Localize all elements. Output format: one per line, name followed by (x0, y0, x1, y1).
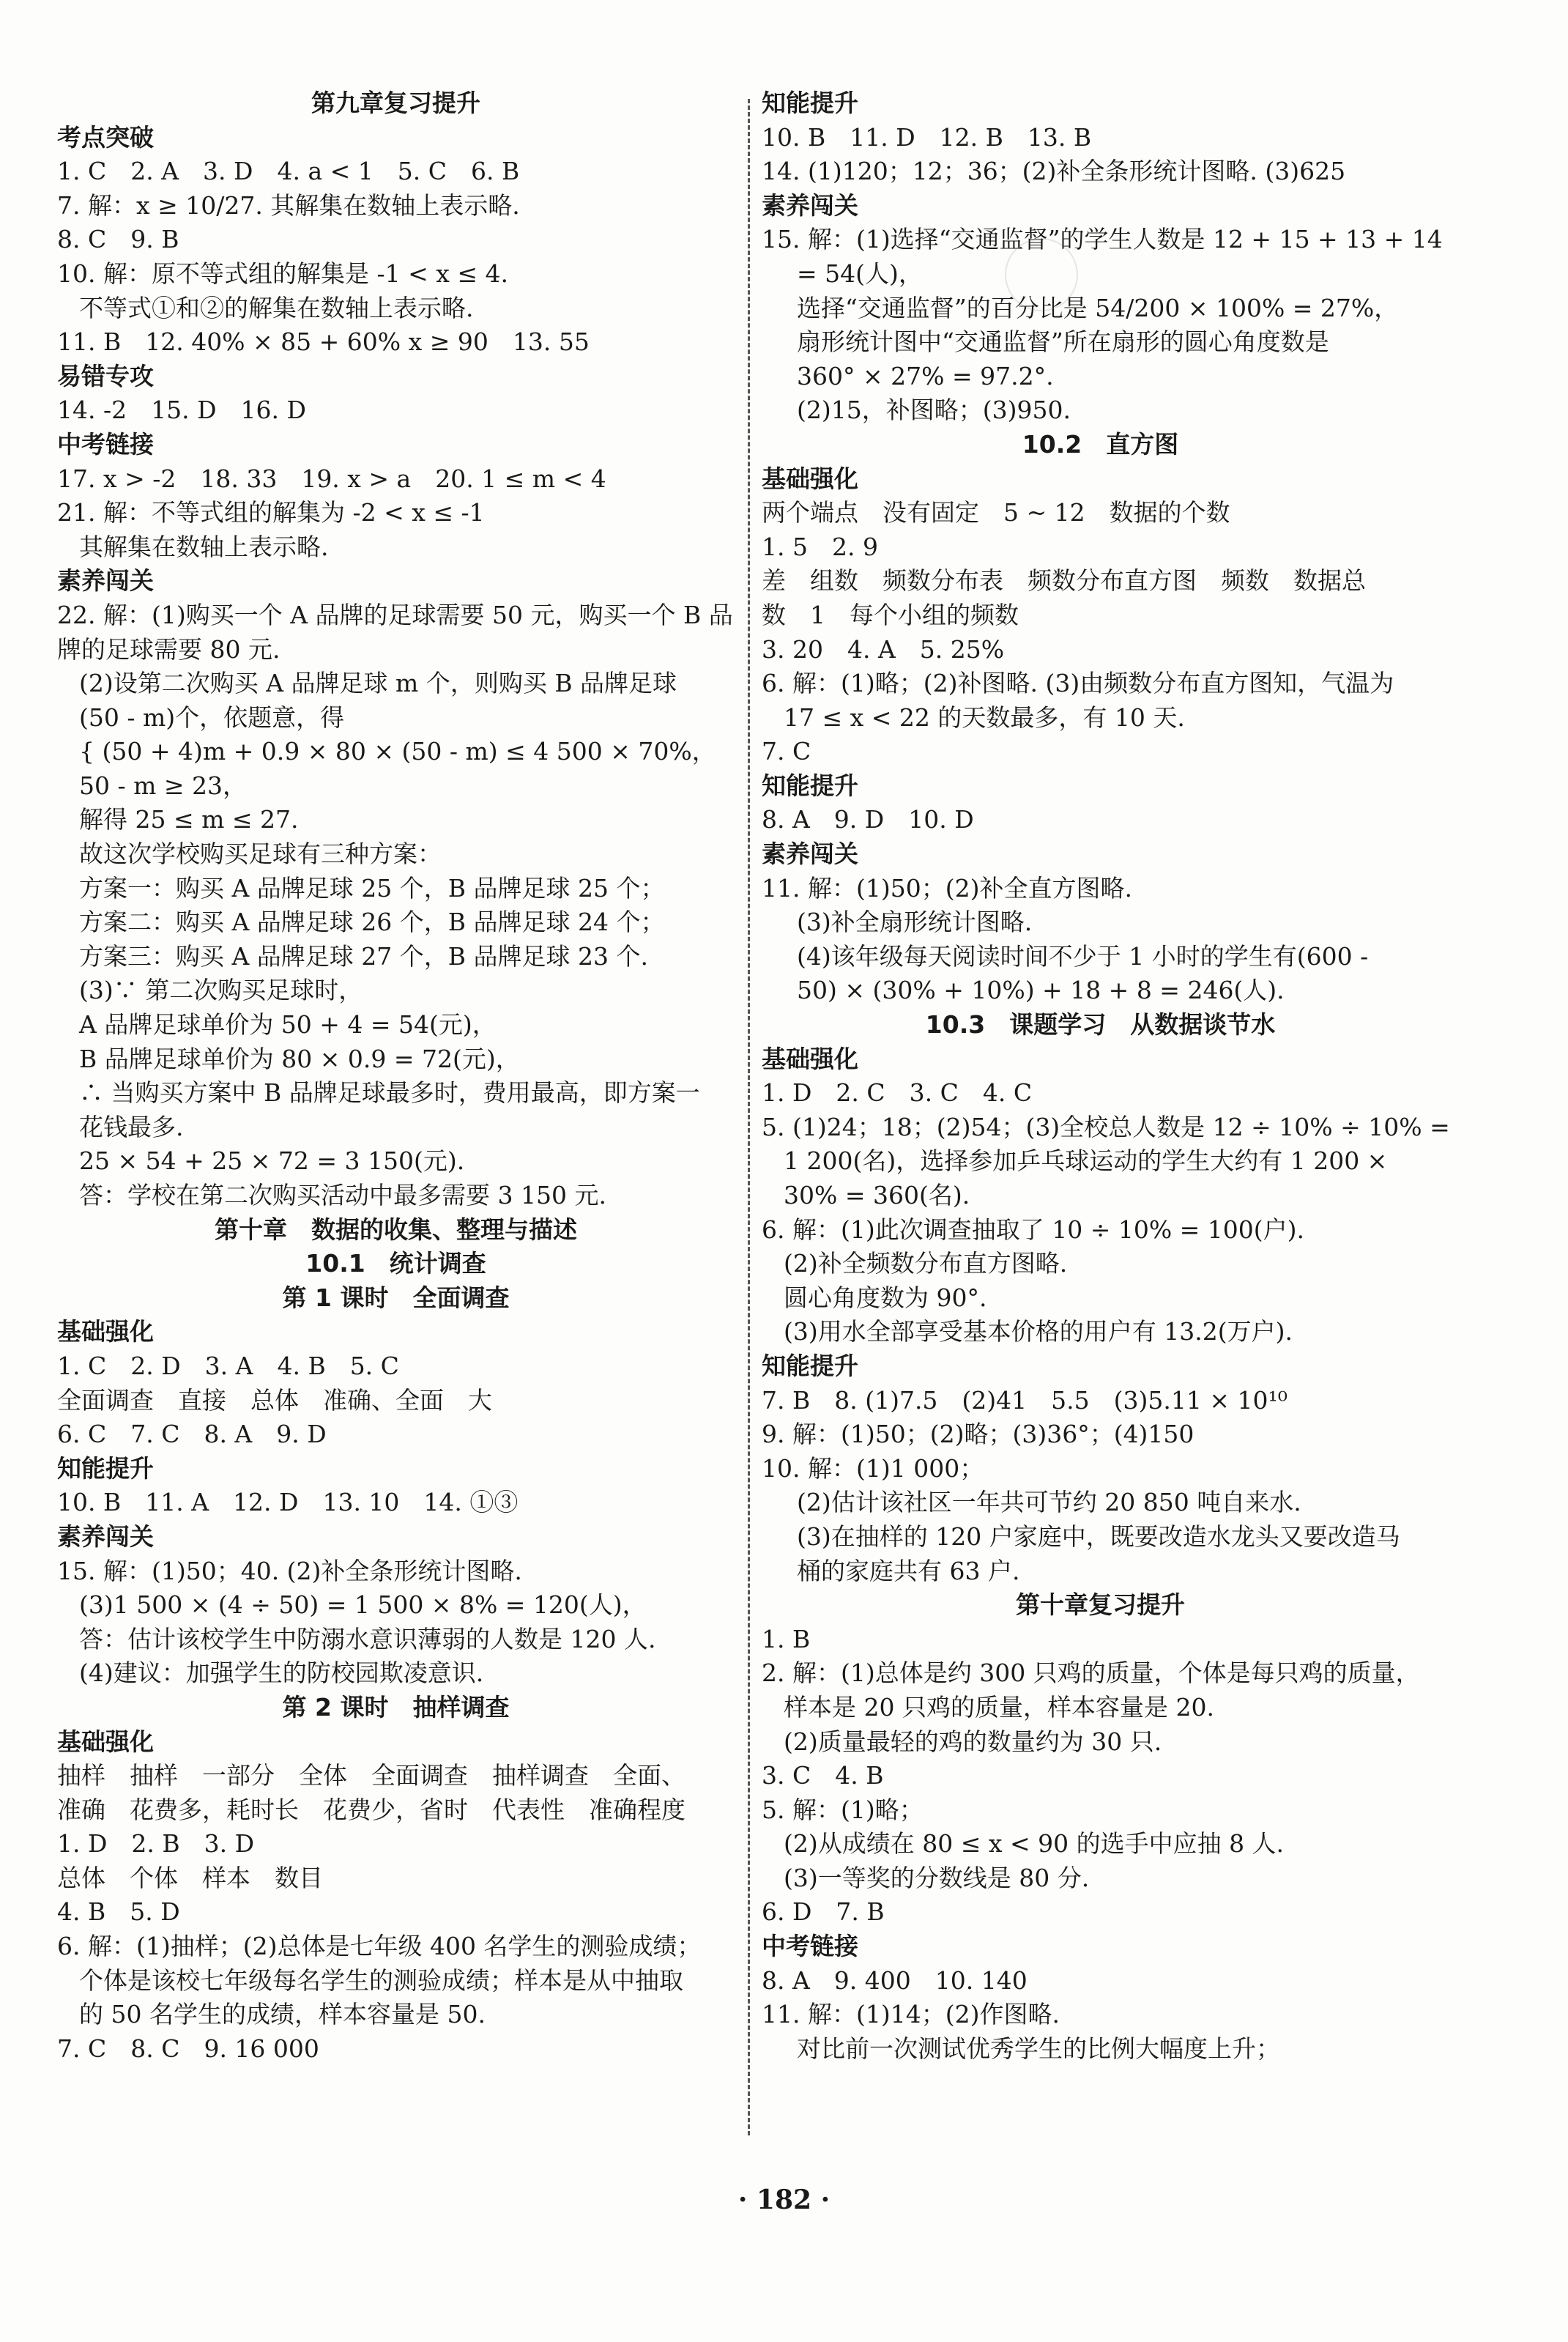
section-heading: 中考链接 (57, 429, 154, 459)
answer-line: 11. 解：(1)50；(2)补全直方图略. (762, 873, 1132, 903)
answer-line: 7. 解：x ≥ 10/27. 其解集在数轴上表示略. (57, 190, 520, 220)
answer-line: 准确 花费多，耗时长 花费少，省时 代表性 准确程度 (57, 1795, 685, 1824)
answer-line: A 品牌足球单价为 50 + 4 = 54(元)， (79, 1010, 497, 1040)
answer-line: 的 50 名学生的成绩，样本容量是 50. (79, 2000, 486, 2029)
left-column (57, 86, 735, 2066)
section-heading: 中考链接 (762, 1932, 858, 1961)
answer-line: 17 ≤ x < 22 的天数最多，有 10 天. (784, 703, 1185, 732)
answer-line: 不等式①和②的解集在数轴上表示略. (79, 293, 474, 322)
answer-line: 9. 解：(1)50；(2)略；(3)36°；(4)150 (762, 1420, 1194, 1449)
section-heading: 基础强化 (762, 1044, 858, 1073)
answer-line: (2)估计该社区一年共可节约 20 850 吨自来水. (797, 1488, 1301, 1517)
answer-line: 对比前一次测试优秀学生的比例大幅度上升； (797, 2034, 1280, 2063)
answer-line: 总体 个体 样本 数目 (57, 1863, 323, 1892)
section-heading: 第十章 数据的收集、整理与描述 (215, 1215, 577, 1244)
answer-line: (3)∵ 第二次购买足球时， (79, 976, 363, 1005)
answer-line: (3)在抽样的 120 户家庭中，既要改造水龙头又要改造马 (797, 1522, 1400, 1551)
section-heading: 知能提升 (762, 1351, 858, 1380)
answer-line: 故这次学校购买足球有三种方案： (79, 840, 442, 869)
section-heading: 基础强化 (57, 1727, 154, 1756)
answer-line: 方案二：购买 A 品牌足球 26 个，B 品牌足球 24 个； (79, 908, 665, 937)
answer-line: (3)1 500 × (4 ÷ 50) = 1 500 × 8% = 120(人)， (79, 1590, 647, 1620)
answer-line: 5. 解：(1)略； (762, 1795, 924, 1824)
answer-line: 30% = 360(名). (784, 1181, 970, 1209)
section-heading: 素养闯关 (57, 1522, 154, 1551)
answer-line: 50) × (30% + 10%) + 18 + 8 = 246(人). (797, 976, 1285, 1005)
section-heading: 知能提升 (57, 1453, 154, 1483)
answer-line: = 54(人)， (797, 259, 923, 288)
answer-line: 15. 解：(1)选择“交通监督”的学生人数是 12 + 15 + 13 + 14 (762, 225, 1443, 254)
answer-line: 方案一：购买 A 品牌足球 25 个，B 品牌足球 25 个； (79, 873, 665, 903)
section-heading: 第十章复习提升 (1016, 1590, 1185, 1620)
answer-line: 21. 解：不等式组的解集为 -2 < x ≤ -1 (57, 498, 485, 527)
answer-line: 3. 20 4. A 5. 25% (762, 634, 1005, 664)
answer-line: 15. 解：(1)50；40. (2)补全条形统计图略. (57, 1556, 522, 1585)
answer-line: 5. (1)24；18；(2)54；(3)全校总人数是 12 ÷ 10% ÷ 10% = (762, 1112, 1450, 1141)
page-number: · 182 · (737, 2184, 831, 2215)
section-heading: 素养闯关 (762, 190, 858, 220)
answer-line: (2)质量最轻的鸡的数量约为 30 只. (784, 1727, 1162, 1756)
answer-line: 14. (1)120；12；36；(2)补全条形统计图略. (3)625 (762, 157, 1346, 186)
answer-line: 答：学校在第二次购买活动中最多需要 3 150 元. (79, 1181, 606, 1209)
answer-line: 3. C 4. B (762, 1761, 884, 1790)
section-heading: 10.1 统计调查 (305, 1249, 486, 1278)
answer-line: 50 - m ≥ 23， (79, 771, 248, 800)
answer-line: 个体是该校七年级每名学生的测验成绩；样本是从中抽取 (79, 1965, 683, 1995)
section-heading: 10.2 直方图 (1022, 429, 1179, 459)
section-heading: 易错专攻 (57, 361, 154, 390)
answer-line: 样本是 20 只鸡的质量，样本容量是 20. (784, 1692, 1214, 1722)
answer-line: 牌的足球需要 80 元. (57, 634, 280, 664)
section-heading: 知能提升 (762, 89, 858, 117)
answer-line: 1 200(名)，选择参加乒乓球运动的学生大约有 1 200 × (784, 1146, 1388, 1176)
answer-line: (3)用水全部享受基本价格的用户有 13.2(万户). (784, 1317, 1293, 1346)
answer-line: 10. B 11. A 12. D 13. 10 14. ①③ (57, 1488, 519, 1517)
answer-line: 答：估计该校学生中防溺水意识薄弱的人数是 120 人. (79, 1624, 656, 1653)
answer-line: 17. x > -2 18. 33 19. x > a 20. 1 ≤ m < 4 (57, 464, 606, 493)
answer-line: B 品牌足球单价为 80 × 0.9 = 72(元)， (79, 1044, 520, 1073)
answer-line: 8. C 9. B (57, 225, 179, 254)
answer-line: 22. 解：(1)购买一个 A 品牌的足球需要 50 元，购买一个 B 品 (57, 600, 733, 629)
section-heading: 知能提升 (762, 771, 858, 800)
answer-line: 1. B (762, 1624, 811, 1653)
watermark-stamp (1005, 238, 1078, 311)
answer-line: 25 × 54 + 25 × 72 = 3 150(元). (79, 1146, 465, 1176)
answer-line: 6. C 7. C 8. A 9. D (57, 1420, 327, 1449)
answer-line: (2)补全频数分布直方图略. (784, 1249, 1068, 1278)
answer-line: 花钱最多. (79, 1112, 184, 1141)
answer-line: (3)补全扇形统计图略. (797, 908, 1033, 937)
answer-line: 抽样 抽样 一部分 全体 全面调查 抽样调查 全面、 (57, 1761, 685, 1790)
section-heading: 基础强化 (762, 464, 858, 493)
answer-line: 360° × 27% = 97.2°. (797, 361, 1054, 390)
answer-line: 7. C 8. C 9. 16 000 (57, 2034, 319, 2063)
section-heading: 基础强化 (57, 1317, 154, 1346)
answer-line: (2)15，补图略；(3)950. (797, 396, 1071, 425)
answer-line: 6. 解：(1)抽样；(2)总体是七年级 400 名学生的测验成绩； (57, 1932, 702, 1961)
answer-line: 11. 解：(1)14；(2)作图略. (762, 2000, 1060, 2029)
answer-line: 7. C (762, 737, 811, 766)
section-heading: 素养闯关 (57, 566, 154, 596)
answer-line: (2)从成绩在 80 ≤ x < 90 的选手中应抽 8 人. (784, 1829, 1285, 1859)
answer-line: 差 组数 频数分布表 频数分布直方图 频数 数据总 (762, 566, 1366, 596)
answer-line: 7. B 8. (1)7.5 (2)41 5.5 (3)5.11 × 10¹⁰ (762, 1385, 1288, 1415)
answer-line: 10. 解：(1)1 000； (762, 1453, 984, 1483)
answer-line: 全面调查 直接 总体 准确、全面 大 (57, 1385, 492, 1415)
answer-line: 1. D 2. C 3. C 4. C (762, 1078, 1033, 1108)
section-heading: 10.3 课题学习 从数据谈节水 (925, 1010, 1276, 1040)
answer-line: 其解集在数轴上表示略. (79, 532, 329, 561)
answer-line: 扇形统计图中“交通监督”所在扇形的圆心角度数是 (797, 327, 1329, 357)
answer-line: 桶的家庭共有 63 户. (797, 1556, 1020, 1585)
answer-line: 圆心角度数为 90°. (784, 1283, 987, 1312)
answer-line: 1. C 2. A 3. D 4. a < 1 5. C 6. B (57, 157, 520, 186)
answer-line: 6. D 7. B (762, 1897, 885, 1927)
section-heading: 素养闯关 (762, 840, 858, 869)
section-heading: 第九章复习提升 (311, 89, 480, 117)
answer-line: 方案三：购买 A 品牌足球 27 个，B 品牌足球 23 个. (79, 941, 648, 971)
answer-line: 1. C 2. D 3. A 4. B 5. C (57, 1351, 399, 1380)
answer-line: 14. -2 15. D 16. D (57, 396, 306, 425)
answer-line: (2)设第二次购买 A 品牌足球 m 个，则购买 B 品牌足球 (79, 669, 677, 698)
answer-line: 选择“交通监督”的百分比是 54/200 × 100% = 27%， (797, 293, 1399, 322)
section-heading: 第 1 课时 全面调查 (282, 1283, 510, 1312)
answer-line: (3)一等奖的分数线是 80 分. (784, 1863, 1090, 1892)
answer-line: 2. 解：(1)总体是约 300 只鸡的质量，个体是每只鸡的质量， (762, 1659, 1420, 1688)
right-column (762, 86, 1450, 2066)
answer-line: 数 1 每个小组的频数 (762, 600, 1019, 629)
section-heading: 考点突破 (57, 122, 154, 152)
answer-line: (4)该年级每天阅读时间不少于 1 小时的学生有(600 - (797, 941, 1369, 971)
answer-line: (50 - m)个，依题意，得 (79, 703, 345, 732)
answer-line: 4. B 5. D (57, 1897, 180, 1927)
answer-line: 11. B 12. 40% × 85 + 60% x ≥ 90 13. 55 (57, 327, 590, 357)
section-heading: 第 2 课时 抽样调查 (282, 1692, 510, 1722)
answer-line: 6. 解：(1)此次调查抽取了 10 ÷ 10% = 100(户). (762, 1215, 1305, 1244)
answer-line: 1. D 2. B 3. D (57, 1829, 255, 1859)
answer-line: (4)建议：加强学生的防校园欺凌意识. (79, 1659, 484, 1688)
answer-line: 6. 解：(1)略；(2)补图略. (3)由频数分布直方图知，气温为 (762, 669, 1394, 698)
column-divider (748, 99, 750, 2135)
answer-line: ∴ 当购买方案中 B 品牌足球最多时，费用最高，即方案一 (79, 1078, 700, 1108)
answer-line: 10. B 11. D 12. B 13. B (762, 122, 1092, 152)
answer-line: { (50 + 4)m + 0.9 × 80 × (50 - m) ≤ 4 500 × 70%， (79, 737, 716, 766)
answer-line: 8. A 9. D 10. D (762, 805, 974, 834)
answer-line: 8. A 9. 400 10. 140 (762, 1965, 1028, 1995)
answer-line: 10. 解：原不等式组的解集是 -1 < x ≤ 4. (57, 259, 508, 288)
answer-line: 两个端点 没有固定 5 ~ 12 数据的个数 (762, 498, 1230, 527)
answer-line: 解得 25 ≤ m ≤ 27. (79, 805, 299, 834)
answer-line: 1. 5 2. 9 (762, 532, 878, 561)
